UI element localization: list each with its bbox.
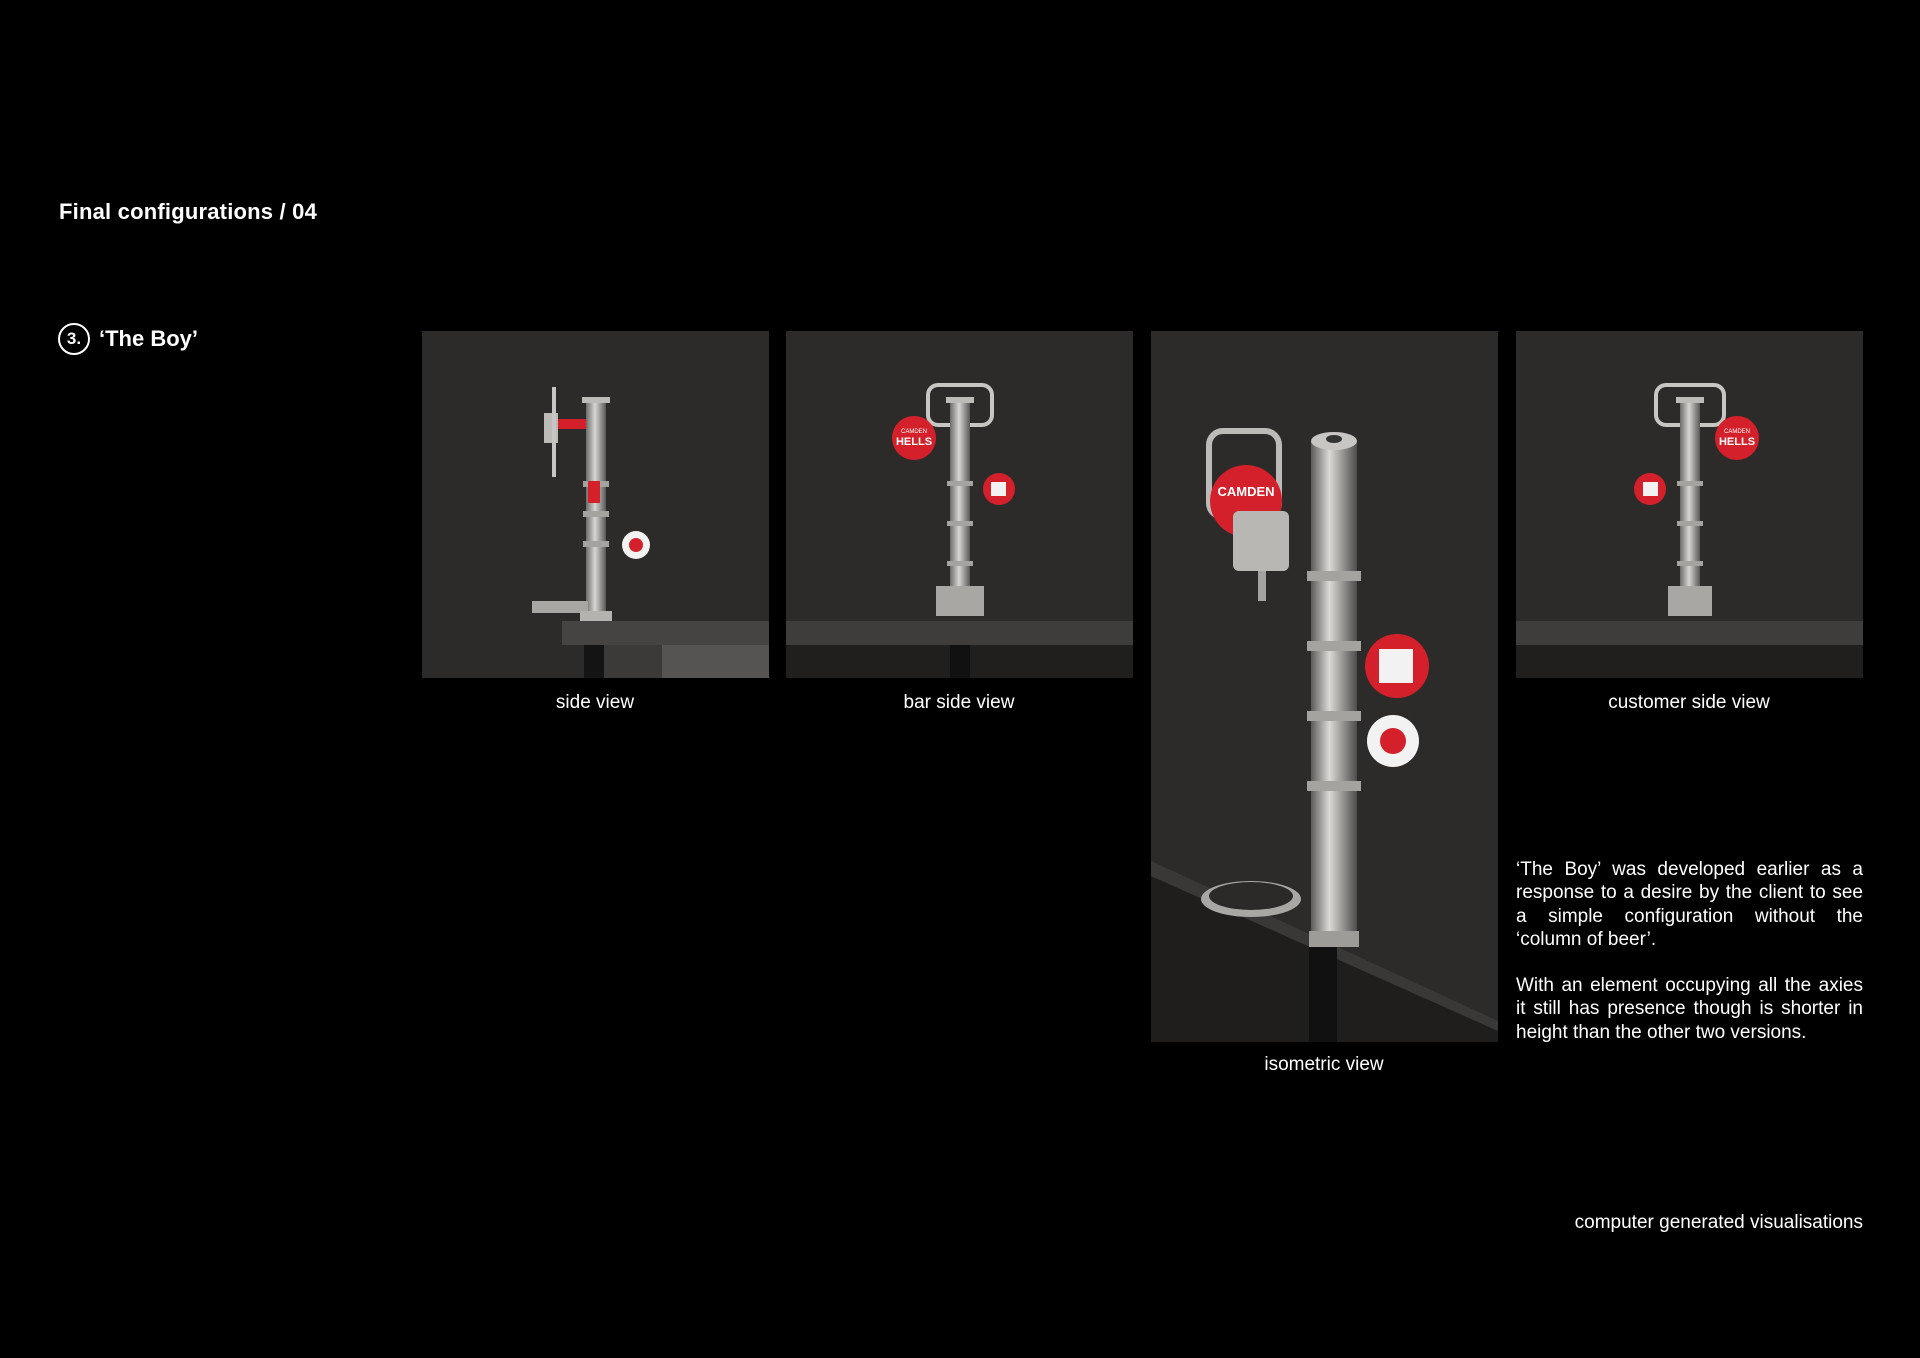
page-title: Final configurations / 04 — [59, 199, 318, 224]
section-heading — [58, 323, 198, 355]
section-title: ‘The Boy’ — [99, 326, 199, 351]
customer-side-view-caption: customer side view — [1608, 692, 1770, 713]
side-view-image — [422, 331, 769, 678]
iso-badge-brand: CAMDEN — [1217, 484, 1275, 499]
footer-note: computer generated visualisations — [1574, 1212, 1863, 1233]
bar-side-view-caption: bar side view — [903, 692, 1015, 713]
isometric-view-caption: isometric view — [1264, 1054, 1384, 1075]
customer-badge-brand: CAMDEN — [1723, 429, 1751, 435]
bar-side-view-image — [786, 331, 1133, 678]
hells-badge-brand: CAMDEN — [900, 429, 928, 435]
customer-side-view-image — [1516, 331, 1863, 678]
customer-badge-product: HELLS — [1718, 436, 1756, 448]
hells-badge-product: HELLS — [895, 436, 933, 448]
section-number-badge: 3. — [58, 323, 90, 355]
side-view-caption: side view — [555, 692, 635, 713]
description-paragraph-1: ‘The Boy’ was developed earlier as a response to a desire by the client to see a simple configuration without the ‘column of beer’. — [1516, 859, 1863, 950]
description-paragraph-2: With an element occupying all the axies it still has presence though is shorter in height than the other two versions. — [1516, 975, 1863, 1043]
description — [1516, 858, 1863, 1067]
isometric-view-image — [1151, 331, 1498, 1042]
